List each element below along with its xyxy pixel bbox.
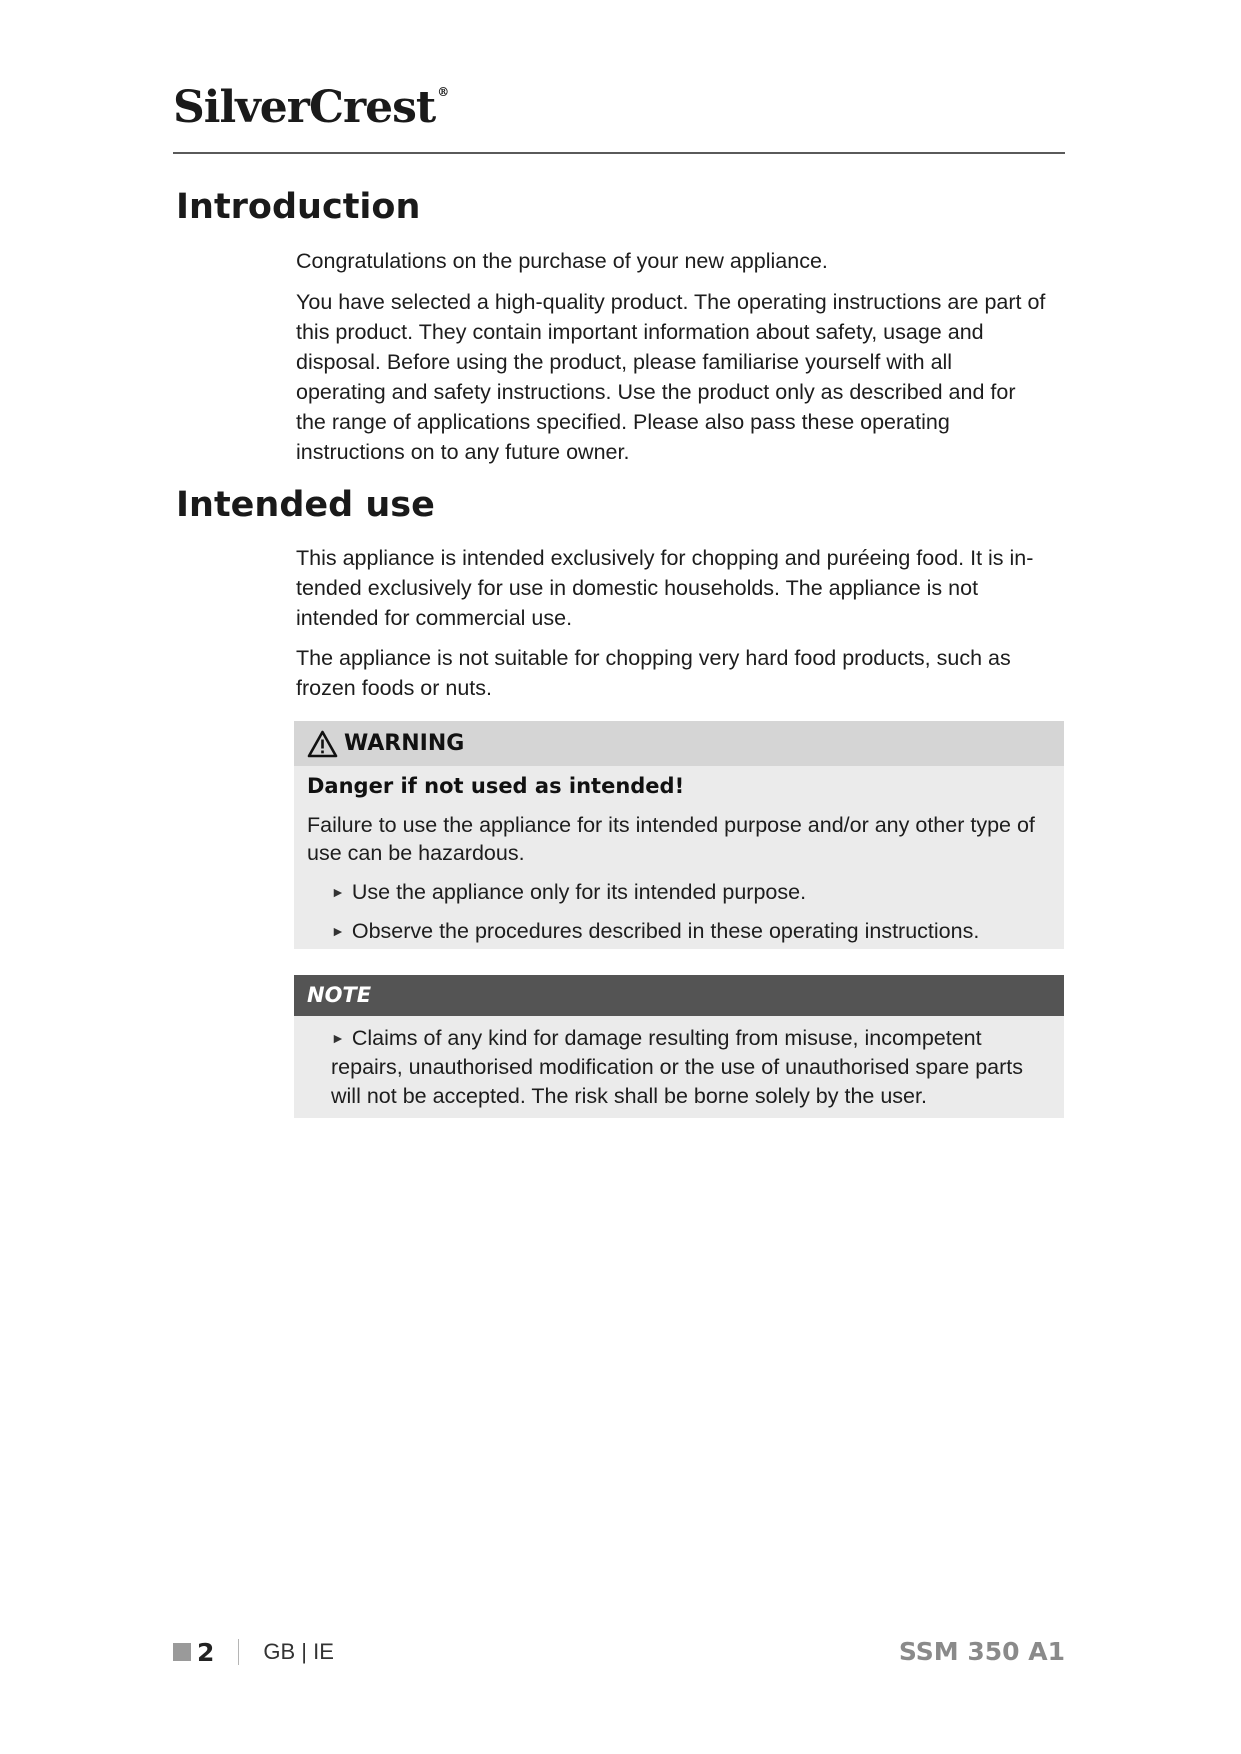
introduction-paragraph-1: Congratulations on the purchase of your new appliance.	[296, 249, 828, 273]
footer-languages: GB | IE	[263, 1639, 334, 1664]
warning-header	[294, 721, 1064, 766]
intended-use-paragraph-2: The appliance is not suitable for chopping very hard food products, such as frozen foods or nuts.	[296, 646, 1011, 700]
introduction-paragraph-2: You have selected a high-quality product. The operating instructions are part of this product. They contain important information about safety, usage and disposal. Before using the product, please familiarise yourself with all operating and safety instructions. Use the product only as described and for the range of applications specified. Please also pass these operating instructions on to any future owner.	[296, 290, 1046, 464]
intended-use-paragraph-1: This appliance is intended exclusively for chopping and puréeing food. It is in-tended exclusively for use in domestic households. The appliance is not intended for commercial use.	[296, 546, 1034, 630]
warning-subtitle: Danger if not used as intended!	[307, 774, 685, 798]
bullet-arrow-icon: ►	[331, 1030, 345, 1046]
page-number: 2	[197, 1637, 215, 1667]
note-bullet: ► Claims of any kind for damage resulting from misuse, incompetent repairs, unauthorised modification or the use of unauthorised spare parts will not be accepted. The risk shall be borne solely by the user.	[331, 1026, 1023, 1108]
bullet-arrow-icon: ►	[331, 884, 345, 900]
bullet-arrow-icon: ►	[331, 923, 345, 939]
introduction-heading: Introduction	[176, 187, 421, 227]
intended-use-heading: Intended use	[176, 485, 435, 525]
warning-label: WARNING	[344, 731, 465, 756]
model-number: SSM 350 A1	[898, 1637, 1065, 1666]
warning-bullet-1: ► Use the appliance only for its intended purpose.	[331, 880, 807, 904]
note-header: NOTE	[294, 975, 1064, 1016]
footer-separator	[238, 1639, 239, 1665]
page-marker-square	[173, 1643, 191, 1661]
note-box	[294, 975, 1064, 1118]
warning-text: Failure to use the appliance for its intended purpose and/or any other type of use can be hazardous.	[307, 813, 1035, 865]
warning-box	[294, 721, 1064, 949]
footer	[173, 1636, 334, 1668]
header-rule	[173, 152, 1065, 154]
warning-bullet-2: ► Observe the procedures described in these operating instructions.	[331, 919, 980, 943]
warning-triangle-icon	[307, 730, 338, 758]
brand-logo: SilverCrest ®	[173, 82, 450, 133]
